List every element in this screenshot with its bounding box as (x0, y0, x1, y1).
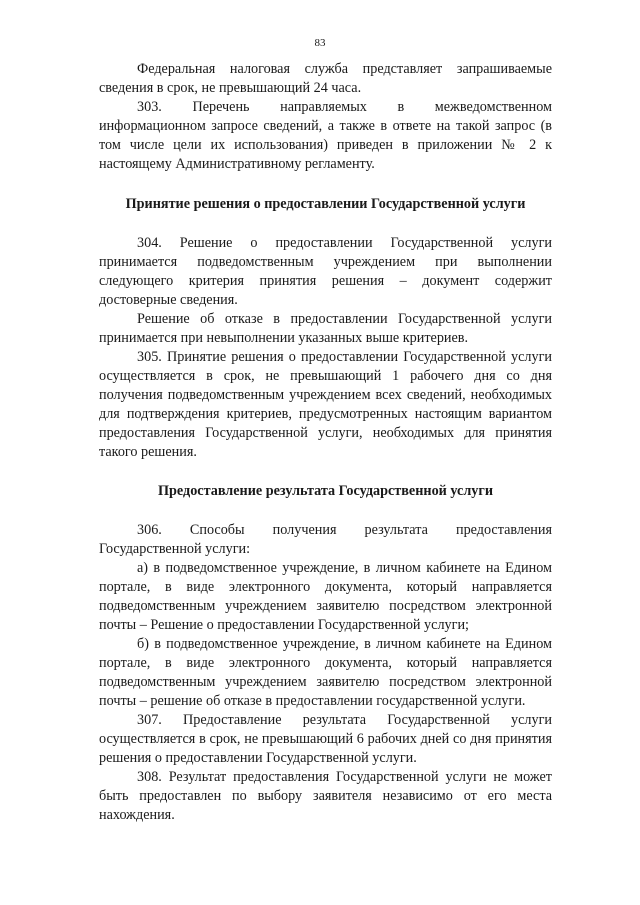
section-heading-result: Предоставление результата Государственной услуги (157, 483, 494, 499)
paragraph-308: 308. Результат предоставления Государственной услуги не может быть предоставлен по выбору заявителя независимо от его места нахождения. (99, 769, 552, 823)
paragraph-refusal: Решение об отказе в предоставлении Государственной услуги принимается при невыполнении указанных выше критериев. (99, 311, 552, 346)
page-number: 83 (314, 37, 326, 49)
paragraph-306: 306. Способы получения результата предоставления Государственной услуги: (99, 522, 552, 557)
paragraph-fns-response: Федеральная налоговая служба представляет запрашиваемые сведения в срок, не превышающий 24 часа. (99, 61, 552, 96)
paragraph-305: 305. Принятие решения о предоставлении Государственной услуги осуществляется в срок, не превышающий 1 рабочего дня со дня получения подведомственным учреждением всех сведений, необходимых для подтверждения критериев, предусмотренных настоящим вариантом предоставления Государственной услуги, необходимых для принятия такого решения. (99, 349, 552, 460)
paragraph-304: 304. Решение о предоставлении Государственной услуги принимается подведомственным учреждением при выполнении следующего критерия принятия решения – документ содержит достоверные сведения. (99, 235, 552, 308)
paragraph-303: 303. Перечень направляемых в межведомственном информационном запросе сведений, а также в ответе на такой запрос (в том числе цели их использования) приведен в приложении № 2 к настоящему Административному регламенту. (99, 99, 552, 172)
paragraph-306-b: б) в подведомственное учреждение, в личном кабинете на Едином портале, в виде электронного документа, который направляется подведомственным учреждением заявителю посредством электронной почты – решение об отказе в предоставлении государственной услуги. (99, 636, 552, 709)
document-body (99, 60, 552, 825)
section-heading-decision: Принятие решения о предоставлении Государственной услуги (125, 196, 526, 212)
paragraph-307: 307. Предоставление результата Государственной услуги осуществляется в срок, не превышающий 6 рабочих дней со дня принятия решения о предоставлении Государственной услуги. (99, 712, 552, 766)
paragraph-306-a: а) в подведомственное учреждение, в личном кабинете на Едином портале, в виде электронного документа, который направляется подведомственным учреждением заявителю посредством электронной почты – Решение о предоставлении Государственной услуги; (99, 560, 552, 633)
